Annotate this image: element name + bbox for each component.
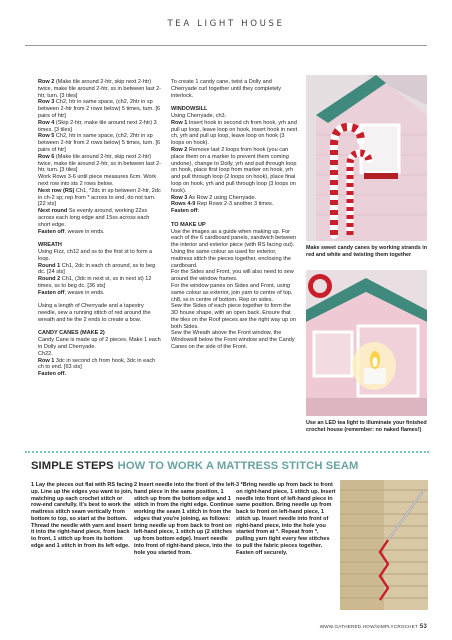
make-up-instructions: Use the images as a guide when making up. For each of the 6 cardboard panels, sandwich between the interior and exterior piece (with RS facing out). Using the same colour as used for exterior, mattress stitch the pieces together, enclosing the cardboard. For the Sides and Front, you will also need to sew around the window frames. For the window panes on Sides and Front, using same colour as exterior, join yarn to centre of top, ch8, ss in centre of bottom. Rep on sides. Sew the Sides of each piece together to form the 3D house shape, with an open back. Ensure that the tiles on the Roof pieces are the right way up on both Sides. Sew the Wreath above the Front window, the Windowsill below the Front window and the Candy Canes on the side of the Front. [171,228,297,351]
simple-steps-title [31,460,358,472]
pattern-column-2 [171,79,299,358]
section-heading-candy-canes: CANDY CANES (MAKE 2) [38,330,105,337]
mattress-stitch-photo [340,480,428,610]
step-2-text: 2 Insert needle into the front of the left-hand piece in the same position, 1 stitch up from the bottom edge and 1 stitch in from the right edge. Continue working the seam 1 stitch in from the edges that you're joining, as follows: bring needle up from back to front on left-hand piece, 1 stitch up (2 stitches up from bottom edge). Insert needle into front of right-hand piece, into the hole you started from. [134,482,237,556]
wreath-outro: Using a length of Cherryade and a tapestry needle, sew a running stitch of red around the wreath and tie the 2 ends to create a bow. [38,303,151,323]
section-heading-make-up: TO MAKE UP [171,221,206,228]
step-3-text: 3 *Bring needle up from back to front on right-hand piece, 1 stitch up. Insert needle into front of left-hand piece in same position. Bring needle up from back to front on left-hand piece, 1 stitch up. Insert needle into front of right-hand piece, into the hole you started from at *. Repeat from *, pulling yarn tight every few stitches to pull the fabric pieces together. Fasten off securely. [236,482,336,556]
step-1-text: 1 Lay the pieces out flat with RS facing up. Line up the edges you want to join, matching up each crochet stitch or row-end carefully. It's best to work the mattress stitch seam vertically from bottom to top, so start at the bottom. Thread the needle with yarn and insert it into the right-hand piece, from back to front, 1 stitch up from its bottom edge and 1 stitch in from its left edge. [31,482,133,549]
header-divider [25,45,427,46]
candy-cane-photo [306,75,427,241]
page-number: 53 [419,624,427,630]
candy-cane-instructions: Candy Cane is made up of 2 pieces. Make 1 each in Dolly and Cherryade. Ch22. Row 1 3dc in second ch from hook, 3dc in each ch to end. [63 sts] Fasten off. [38,337,161,378]
simple-steps-label: SIMPLE STEPS [31,460,114,472]
section-heading-wreath: WREATH [38,242,62,249]
tea-light-house-photo [306,270,427,416]
simple-steps-subtitle: HOW TO WORK A MATTRESS STITCH SEAM [117,460,359,472]
page-footer [320,624,427,630]
page-header-title: TEA LIGHT HOUSE [167,19,285,29]
wreath-instructions: Using Fizz, ch12 and ss to the first st to form a loop. Round 1 Ch1, 2dc in each ch around, ss to beg dc. [24 sts] Round 2 Ch1, (3dc in next st, ss in next st) 12 times, ss to beg dc. [36 sts] Fasten off, weave in ends. [38,248,156,296]
photo-caption-tea-light: Use an LED tea light to illuminate your finished crochet house (remember: no naked flames!) [306,420,427,433]
section-heading-windowsill: WINDOWSILL [171,106,208,113]
footer-site: WWW.GATHERED.HOW/SIMPLYCROCHET [319,624,418,629]
candy-cane-twist-text: To create 1 candy cane, twist a Dolly and Cherryade curl together until they completely interlock. [171,79,282,99]
pattern-column-1 [38,79,162,385]
pattern-rows: Row 2 (Make tile around 2-htr, skip next 2-htr) twice, make tile around 2-htr, ss in between last 2-htr, turn. [3 tiles] Row 3 Ch2, htr in same space, (ch2, 2htr in sp between 2-htr from 2 rows below) 5 times, turn. [6 pairs of htr] Row 4 (Skip 2-htr, make tile around next 2-htr) 3 times. [3 tiles] Row 5 Ch2, htr in same space, (ch2, 2htr in sp between 2-htr from 2 rows below) 5 times, turn. [6 pairs of htr] Row 6 (Make tile around 2-htr, skip next 2-htr) twice, make tile around 2-htr, ss in between last 2-htr, turn. [3 tiles] Work Rows 3-6 until piece measures 6cm. Work next row into sts 2 rows below. Next row (RS) Ch1, *2dc in sp between 2-htr, 2dc in ch-2 sp; rep from * across to end, do not turn. [22 sts] Next round Ss evenly around, working 22ss across each long edge and 15ss across each short edge. Fasten off, weave in ends. [38,79,162,235]
photo-caption-candy-canes: Make sweet candy canes by working strands in red and white and twisting them together [306,245,428,258]
windowsill-instructions: Using Cherryade, ch3. Row 1 Insert hook in second ch from hook, yrh and pull up loop, leave loop on hook, insert hook in next ch, yrh and pull up loop, leave loop on hook (3 loops on hook). Row 2 Remove last 2 loops from hook (you can place them on a marker to prevent them coming undone), change to Dolly, yrh and pull through loop on hook, place first loop from marker on hook, yrh and pull through loop (2 loops on hook), place final loop on hook, yrh and pull through loop (3 loops on hook). Row 3 As Row 2 using Cherryade. Rows 4-9 Rep Rows 2-3 another 3 times. Fasten off. [171,112,298,215]
